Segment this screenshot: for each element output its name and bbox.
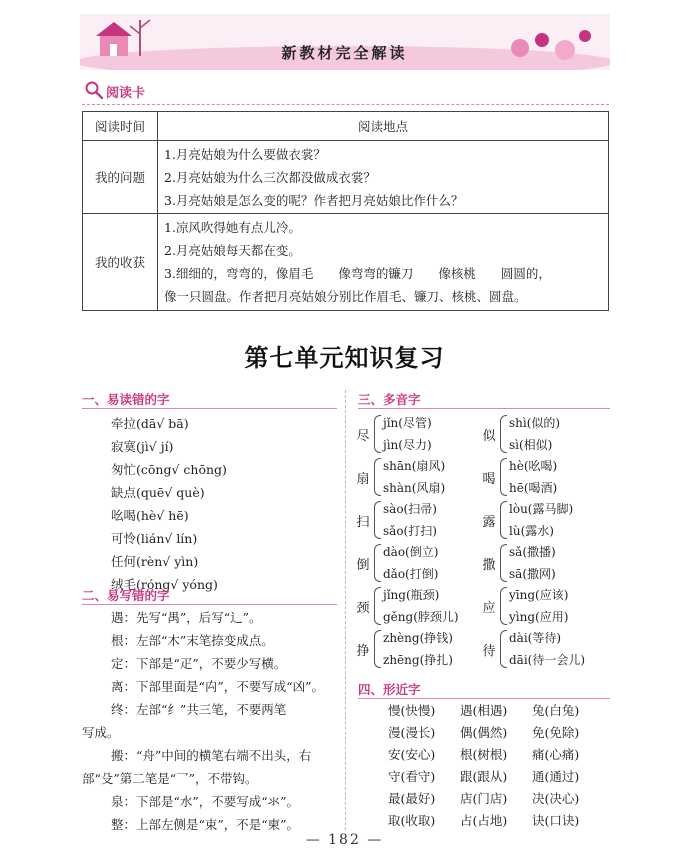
polyphone-entry [482, 412, 560, 456]
similar-row [388, 744, 604, 766]
divider [82, 408, 337, 409]
list-item: 泉：下部是“水”，不要写成“氺”。 [111, 794, 300, 809]
question-line: 3.月亮姑娘是怎么变的呢？作者把月亮姑娘比作什么？ [164, 192, 464, 208]
polyphone-reading: sǎo(打扫) [383, 524, 437, 538]
similar-item: 跟(跟从) [460, 769, 508, 784]
misread-list [111, 412, 227, 596]
polyphone-reading: sào(扫帚) [383, 502, 437, 516]
table-header-place: 阅读地点 [158, 112, 609, 141]
polyphone-reading: zhèng(挣钱) [383, 631, 453, 645]
polyphone-entry [356, 412, 432, 456]
polyphone-char: 扇 [356, 471, 370, 487]
brace-icon [374, 630, 381, 668]
polyphone-entry [482, 584, 568, 628]
section-heading-polyphone: 三、多音字 [358, 392, 421, 407]
gains-cell [158, 214, 609, 311]
similar-item: 慢(快慢) [388, 703, 436, 718]
polyphone-entry [482, 541, 556, 585]
reading-table [82, 111, 609, 311]
polyphone-reading: lù(露水) [509, 524, 554, 538]
polyphone-reading: dǎo(打倒) [383, 567, 439, 581]
brace-icon [500, 587, 507, 625]
polyphone-reading: jìn(尽力) [383, 438, 432, 452]
similar-row [388, 788, 604, 810]
polyphone-reading: dào(倒立) [383, 545, 439, 559]
similar-item: 诀(口诀) [532, 813, 580, 828]
list-item: 寂寞(jì√ jí) [111, 439, 174, 454]
brace-icon [500, 630, 507, 668]
brace-icon [374, 415, 381, 453]
list-item: 写成。 [82, 725, 120, 740]
row-label-gains: 我的收获 [83, 214, 158, 311]
list-item: 根：左部“木”末笔捺变成点。 [111, 633, 274, 648]
similar-row [388, 810, 604, 832]
polyphone-reading: jǐng(瓶颈) [383, 588, 440, 602]
polyphone-char: 应 [482, 600, 496, 616]
polyphone-reading: gěng(脖颈儿) [383, 610, 459, 624]
table-header-time: 阅读时间 [83, 112, 158, 141]
divider [82, 604, 337, 605]
similar-item: 守(看守) [388, 769, 436, 784]
list-item: 吆喝(hè√ hē) [111, 508, 189, 523]
polyphone-char: 尽 [356, 428, 370, 444]
table-row [83, 112, 609, 141]
polyphone-reading: hē(喝酒) [509, 481, 558, 495]
brace-icon [500, 415, 507, 453]
gain-line: 2.月亮姑娘每天都在变。 [164, 243, 301, 258]
unit-title: 第七单元知识复习 [244, 343, 445, 372]
polyphone-reading: shàn(风扇) [383, 481, 446, 495]
polyphone-reading: dài(等待) [509, 631, 562, 645]
list-item: 遇：先写“禺”，后写“辶”。 [111, 610, 262, 625]
similar-item: 店(门店) [460, 791, 508, 806]
page-number: — 182 — [305, 832, 384, 848]
similar-item: 根(树根) [460, 747, 508, 762]
list-item: 部“殳”第二笔是“乛”，不带钩。 [82, 771, 258, 786]
magnifier-icon [84, 80, 104, 100]
list-item: 离：下部里面是“禸”，不要写成“凶”。 [111, 679, 325, 694]
brace-icon [374, 587, 381, 625]
table-row [83, 141, 609, 214]
list-item: 可怜(lián√ lín) [111, 531, 198, 546]
section-heading-miswrite: 二、易写错的字 [82, 588, 170, 603]
section-heading-similar: 四、形近字 [358, 682, 421, 697]
divider [358, 408, 610, 409]
list-item: 牵拉(dā√ bā) [111, 416, 189, 431]
polyphone-char: 似 [482, 428, 496, 444]
brace-icon [500, 458, 507, 496]
similar-item: 遇(相遇) [460, 703, 508, 718]
list-item: 整：上部左侧是“束”，不是“柬”。 [111, 817, 300, 832]
list-item: 定：下部是“疋”，不要少写横。 [111, 656, 287, 671]
similar-item: 偶(偶然) [460, 725, 508, 740]
polyphone-char: 待 [482, 643, 496, 659]
polyphone-entry [356, 627, 453, 671]
polyphone-reading: jǐn(尽管) [383, 416, 432, 430]
similar-item: 通(通过) [532, 769, 580, 784]
similar-row [388, 722, 604, 744]
similar-item: 安(安心) [388, 747, 436, 762]
polyphone-reading: yīng(应该) [509, 588, 569, 602]
similar-row [388, 700, 604, 722]
polyphone-char: 露 [482, 514, 496, 530]
reading-card-title: 阅读卡 [106, 86, 146, 101]
similar-item: 最(最好) [388, 791, 436, 806]
similar-grid [388, 700, 604, 832]
similar-item: 漫(漫长) [388, 725, 436, 740]
question-line: 1.月亮姑娘为什么要做衣裳？ [164, 146, 326, 162]
polyphone-char: 倒 [356, 557, 370, 573]
brace-icon [500, 544, 507, 582]
questions-cell [158, 141, 609, 214]
section-heading-misread: 一、易读错的字 [82, 392, 170, 407]
polyphone-char: 撒 [482, 557, 496, 573]
list-item: 匆忙(cōng√ chōng) [111, 462, 227, 477]
divider [82, 104, 609, 105]
question-line: 2.月亮姑娘为什么三次都没做成衣裳？ [164, 169, 376, 185]
polyphone-reading: hè(吆喝) [509, 459, 558, 473]
polyphone-char: 颈 [356, 600, 370, 616]
similar-item: 兔(白兔) [532, 703, 580, 718]
polyphone-entry [482, 627, 585, 671]
polyphone-entry [356, 498, 437, 542]
polyphone-char: 扫 [356, 514, 370, 530]
polyphone-reading: sì(相似) [509, 438, 553, 452]
similar-item: 决(决心) [532, 791, 580, 806]
polyphone-reading: shān(扇风) [383, 459, 446, 473]
gain-line: 像一只圆盘。作者把月亮姑娘分别比作眉毛、镰刀、核桃、圆盘。 [164, 289, 527, 304]
list-item: 搬：“舟”中间的横笔右端不出头，右 [111, 748, 312, 763]
polyphone-reading: yìng(应用) [509, 610, 569, 624]
polyphone-reading: lòu(露马脚) [509, 502, 574, 516]
polyphone-reading: dāi(待一会儿) [509, 653, 586, 667]
divider [358, 698, 610, 699]
column-divider [345, 390, 346, 830]
polyphone-reading: sǎ(撒播) [509, 545, 556, 559]
similar-item: 痛(心痛) [532, 747, 580, 762]
brace-icon [374, 458, 381, 496]
polyphone-reading: sā(撒网) [509, 567, 556, 581]
brace-icon [374, 544, 381, 582]
similar-row [388, 766, 604, 788]
list-item: 终：左部“纟”共三笔，不要两笔 [111, 702, 287, 717]
polyphone-entry [356, 584, 459, 628]
list-item: 缺点(quē√ què) [111, 485, 205, 500]
polyphone-reading: zhēng(挣扎) [383, 653, 453, 667]
brace-icon [374, 501, 381, 539]
polyphone-entry [482, 455, 557, 499]
polyphone-char: 喝 [482, 471, 496, 487]
similar-item: 取(收取) [388, 813, 436, 828]
polyphone-entry [356, 541, 438, 585]
similar-item: 占(占地) [460, 813, 508, 828]
polyphone-entry [356, 455, 445, 499]
table-row [83, 214, 609, 311]
brace-icon [500, 501, 507, 539]
similar-item: 免(免除) [532, 725, 580, 740]
row-label-questions: 我的问题 [83, 141, 158, 214]
miswrite-list [82, 606, 340, 836]
list-item: 绒毛(róng√ yóng) [111, 577, 218, 592]
gain-line: 1.凉风吹得她有点儿冷。 [164, 220, 301, 235]
list-item: 任何(rèn√ yìn) [111, 554, 199, 569]
polyphone-reading: shì(似的) [509, 416, 561, 430]
polyphone-char: 挣 [356, 643, 370, 659]
gain-line: 3.细细的，弯弯的，像眉毛 像弯弯的镰刀 像核桃 圆圆的， [164, 266, 551, 281]
header-title: 新教材完全解读 [281, 44, 408, 62]
polyphone-entry [482, 498, 573, 542]
